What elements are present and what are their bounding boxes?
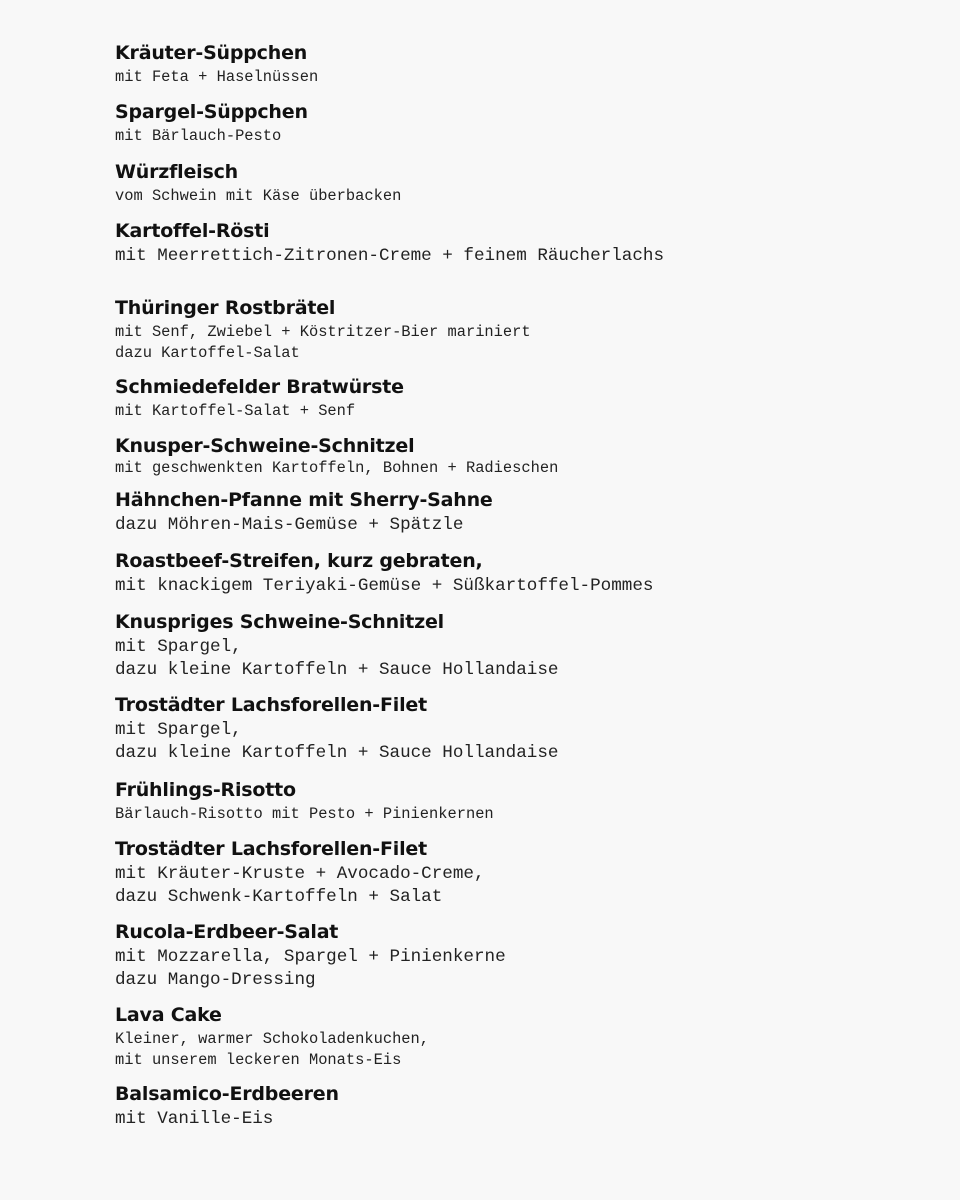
dish-description-line: mit Feta + Haselnüssen — [115, 68, 319, 86]
dish-description-line: dazu Mango-Dressing — [115, 969, 316, 990]
dish-description-line: dazu Möhren-Mais-Gemüse + Spätzle — [115, 515, 464, 535]
dish-description-line: Kleiner, warmer Schokoladenkuchen, — [115, 1030, 430, 1048]
menu-item — [115, 375, 404, 422]
dish-description — [115, 575, 653, 598]
menu-item — [115, 41, 318, 88]
dish-description-line: dazu Kartoffel-Salat — [115, 343, 300, 362]
menu-item — [115, 219, 664, 268]
menu-item — [115, 100, 308, 147]
dish-description-line: mit Kräuter-Kruste + Avocado-Creme, — [115, 864, 485, 884]
dish-description — [115, 245, 664, 268]
dish-name: Balsamico-Erdbeeren — [115, 1083, 339, 1105]
dish-description — [115, 67, 318, 88]
dish-description — [115, 401, 404, 422]
dish-description — [115, 514, 493, 537]
menu-item — [115, 778, 494, 825]
dish-description-line: mit Senf, Zwiebel + Köstritzer-Bier mariniert — [115, 323, 531, 341]
dish-name: Würzfleisch — [115, 161, 238, 183]
menu-item — [115, 549, 653, 598]
dish-description — [115, 719, 558, 764]
menu-item — [115, 837, 485, 908]
dish-description-line: mit geschwenkten Kartoffeln, Bohnen + Radieschen — [115, 459, 559, 477]
dish-description — [115, 458, 558, 479]
menu-item — [115, 920, 506, 991]
dish-description — [115, 1029, 429, 1070]
dish-name: Roastbeef-Streifen, kurz gebraten, — [115, 550, 483, 572]
dish-name: Hähnchen-Pfanne mit Sherry-Sahne — [115, 489, 493, 511]
dish-description — [115, 1108, 339, 1131]
dish-name: Frühlings-Risotto — [115, 779, 296, 801]
menu-item — [115, 434, 558, 479]
dish-description-line: mit Kartoffel-Salat + Senf — [115, 402, 356, 420]
dish-description-line: mit Vanille-Eis — [115, 1109, 274, 1129]
dish-description-line: dazu kleine Kartoffeln + Sauce Hollandaise — [115, 742, 559, 763]
dish-description — [115, 636, 558, 681]
menu-item — [115, 488, 493, 537]
dish-name: Schmiedefelder Bratwürste — [115, 376, 404, 398]
dish-name: Kartoffel-Rösti — [115, 220, 270, 242]
dish-description-line: mit Bärlauch-Pesto — [115, 127, 282, 145]
dish-name: Knusper-Schweine-Schnitzel — [115, 435, 415, 457]
dish-name: Kräuter-Süppchen — [115, 42, 308, 64]
dish-description — [115, 863, 485, 908]
dish-name: Knuspriges Schweine-Schnitzel — [115, 611, 444, 633]
dish-name: Rucola-Erdbeer-Salat — [115, 921, 339, 943]
dish-description — [115, 946, 506, 991]
menu-item — [115, 1082, 339, 1131]
dish-name: Spargel-Süppchen — [115, 101, 308, 123]
dish-description-line: dazu Schwenk-Kartoffeln + Salat — [115, 886, 443, 907]
dish-description-line: mit Spargel, — [115, 637, 242, 657]
dish-description-line: dazu kleine Kartoffeln + Sauce Hollandaise — [115, 659, 559, 680]
menu-item — [115, 610, 558, 681]
dish-description-line: Bärlauch-Risotto mit Pesto + Pinienkernen — [115, 805, 494, 823]
dish-name: Trostädter Lachsforellen-Filet — [115, 838, 427, 860]
dish-description-line: mit knackigem Teriyaki-Gemüse + Süßkartoffel-Pommes — [115, 576, 654, 596]
menu-item — [115, 1003, 429, 1070]
dish-description-line: mit unserem leckeren Monats-Eis — [115, 1050, 402, 1069]
menu-item — [115, 693, 558, 764]
dish-description-line: mit Mozzarella, Spargel + Pinienkerne — [115, 947, 506, 967]
menu-item — [115, 296, 531, 363]
dish-description-line: vom Schwein mit Käse überbacken — [115, 187, 402, 205]
dish-description-line: mit Spargel, — [115, 720, 242, 740]
dish-description — [115, 126, 308, 147]
dish-description-line: mit Meerrettich-Zitronen-Creme + feinem Räucherlachs — [115, 246, 665, 266]
dish-description — [115, 322, 531, 363]
dish-description — [115, 804, 494, 825]
dish-name: Trostädter Lachsforellen-Filet — [115, 694, 427, 716]
dish-name: Thüringer Rostbrätel — [115, 297, 336, 319]
dish-description — [115, 186, 401, 207]
dish-name: Lava Cake — [115, 1004, 222, 1026]
menu-item — [115, 160, 401, 207]
